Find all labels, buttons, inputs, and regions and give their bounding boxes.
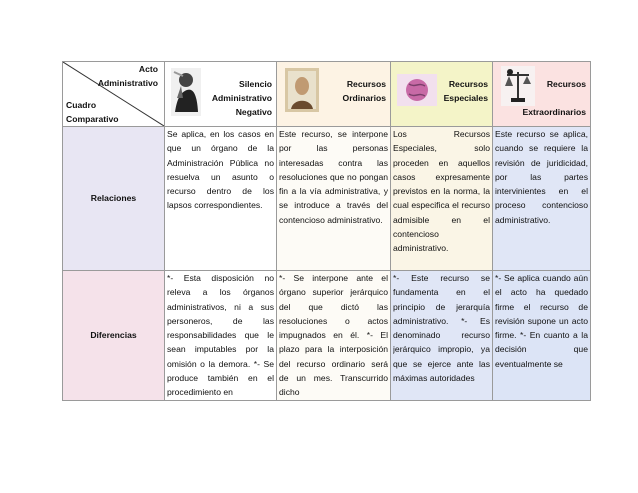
row-label-relaciones: Relaciones	[63, 127, 165, 271]
corner-bottom-label: Cuadro Comparativo	[66, 100, 119, 124]
portrait-photo-icon	[285, 68, 319, 112]
cell-diferencias-especiales: *- Este recurso se fundamenta en el principio de jerarquía administrativo. *- Es denominado recurso jerárquico impropio, ya que se ejerce ante las máximas autoridades	[391, 271, 493, 401]
justice-scales-icon	[501, 66, 535, 106]
header-row	[63, 62, 591, 127]
header-recursos-ordinarios: Recursos Ordinarios	[277, 62, 391, 127]
header-recursos-extraordinarios: Recursos Extraordinarios	[493, 62, 591, 127]
corner-top-label: Acto Administrativo	[97, 64, 158, 88]
table-row	[63, 127, 591, 271]
cell-relaciones-ordinarios: Este recurso, se interpone por las personas interesadas contra las resoluciones que no pongan fin a la vía administrativa, y se introduce a través del contencioso administrativo.	[277, 127, 391, 271]
row-label-diferencias: Diferencias	[63, 271, 165, 401]
corner-cell	[63, 62, 165, 127]
cell-diferencias-silencio: *- Esta disposición no releva a los órganos administrativos, ni a sus personeros, de las responsabilidades que le sean imputables por la omisión o la demora. *- Se produce también en el procedimiento en	[165, 271, 277, 401]
cell-relaciones-extraordinarios: Este recurso se aplica, cuando se requiere la revisión de juridicidad, por las partes intervinientes en el proceso contencioso administrativo.	[493, 127, 591, 271]
cell-diferencias-extraordinarios: *- Se aplica cuando aún el acto ha quedado firme el recurso de revisión supone un acto firme. *- En cuanto a la decisión que eventualmente se	[493, 271, 591, 401]
header-silencio-administrativo: Silencio Administrativo Negativo	[165, 62, 277, 127]
cell-diferencias-ordinarios: *- Se interpone ante el órgano superior jerárquico del que dictó las resoluciones o actos impugnados en él. *- El plazo para la interposición del recurso ordinario será de un mes. Transcurrido dicho	[277, 271, 391, 401]
cell-relaciones-silencio: Se aplica, en los casos en que un órgano de la Administración Pública no resuelva un asunto o recurso dentro de los lapsos correspondientes.	[165, 127, 277, 271]
globe-stamp-icon	[395, 72, 441, 110]
table-row	[63, 271, 591, 401]
cell-relaciones-especiales: Los Recursos Especiales, solo proceden en aquellos casos expresamente previstos en la norma, la cual especifica el recurso admisible en el contencioso administrativo.	[391, 127, 493, 271]
header-recursos-especiales: Recursos Especiales	[391, 62, 493, 127]
thinking-person-icon	[171, 68, 201, 116]
comparison-table	[62, 61, 591, 401]
